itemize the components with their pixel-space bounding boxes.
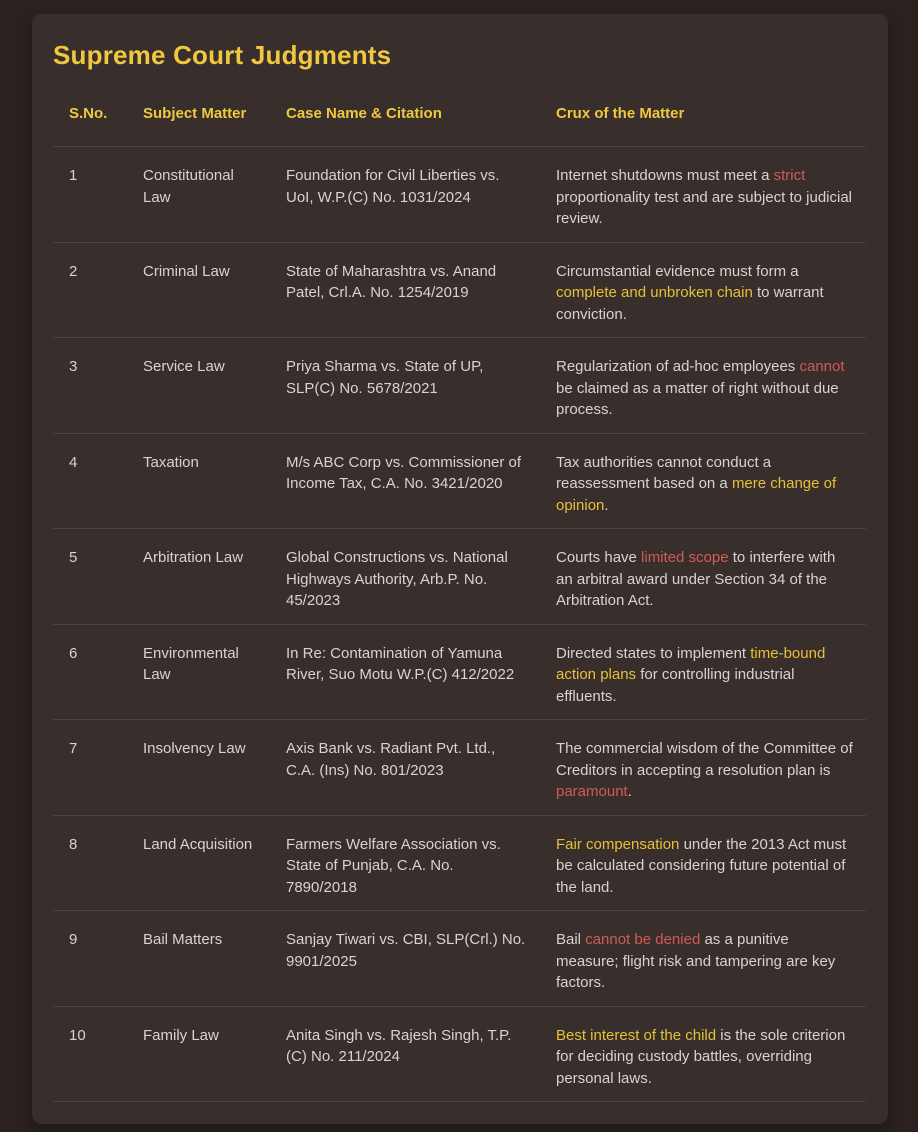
crux-segment: cannot be denied (585, 931, 701, 948)
judgments-card (32, 14, 888, 1124)
cell-case-citation: Global Constructions vs. National Highways Authority, Arb.P. No. 45/2023 (270, 529, 540, 625)
crux-segment: paramount (556, 783, 628, 800)
table-row (53, 624, 866, 720)
cell-subject-matter: Environmental Law (127, 624, 270, 720)
cell-subject-matter: Family Law (127, 1006, 270, 1102)
crux-segment: to warrant conviction. (556, 284, 824, 323)
crux-segment: The commercial wisdom of the Committee of Creditors in accepting a resolution plan is (556, 740, 853, 779)
table-row (53, 433, 866, 529)
table-row (53, 815, 866, 911)
crux-segment: Courts have (556, 549, 642, 566)
crux-segment: to interfere with an arbitral award under Section 34 of the Arbitration Act. (556, 549, 836, 609)
table-row (53, 338, 866, 434)
cell-serial-number: 7 (53, 720, 127, 816)
cell-crux (540, 815, 866, 911)
cell-crux (540, 529, 866, 625)
cell-serial-number: 8 (53, 815, 127, 911)
cell-subject-matter: Criminal Law (127, 242, 270, 338)
crux-segment: is the sole criterion for deciding custody battles, overriding personal laws. (556, 1026, 846, 1087)
cell-subject-matter: Land Acquisition (127, 815, 270, 911)
judgments-table (53, 105, 866, 1102)
cell-subject-matter: Insolvency Law (127, 720, 270, 816)
cell-crux (540, 911, 866, 1007)
crux-segment: for controlling industrial effluents. (556, 666, 795, 705)
cell-case-citation: Axis Bank vs. Radiant Pvt. Ltd., C.A. (Ins) No. 801/2023 (270, 720, 540, 816)
cell-serial-number: 6 (53, 624, 127, 720)
cell-serial-number: 4 (53, 433, 127, 529)
table-row (53, 1006, 866, 1102)
table-row (53, 529, 866, 625)
crux-segment: Fair compensation (556, 835, 680, 853)
header-sno: S.No. (69, 105, 108, 122)
crux-segment: limited scope (641, 549, 729, 566)
cell-subject-matter: Taxation (127, 433, 270, 529)
crux-segment: . (627, 783, 632, 800)
cell-case-citation: In Re: Contamination of Yamuna River, Suo Motu W.P.(C) 412/2022 (270, 624, 540, 720)
cell-case-citation: Anita Singh vs. Rajesh Singh, T.P.(C) No. 211/2024 (270, 1006, 540, 1102)
page-title: Supreme Court Judgments (53, 40, 392, 70)
cell-case-citation: Farmers Welfare Association vs. State of Punjab, C.A. No. 7890/2018 (270, 815, 540, 911)
cell-crux (540, 147, 866, 243)
cell-serial-number: 3 (53, 338, 127, 434)
crux-segment: proportionality test and are subject to judicial review. (556, 188, 853, 227)
cell-crux (540, 624, 866, 720)
table-row (53, 911, 866, 1007)
header-case-name-citation: Case Name & Citation (286, 105, 442, 122)
crux-segment: Bail (556, 931, 586, 948)
crux-segment: under the 2013 Act must be calculated considering future potential of the land. (556, 835, 847, 896)
cell-subject-matter: Bail Matters (127, 911, 270, 1007)
header-subject-matter: Subject Matter (143, 105, 247, 122)
table-row (53, 147, 866, 243)
cell-crux (540, 338, 866, 434)
header-crux: Crux of the Matter (556, 105, 685, 122)
crux-segment: Best interest of the child (556, 1026, 717, 1044)
cell-subject-matter: Service Law (127, 338, 270, 434)
table-row (53, 242, 866, 338)
cell-crux (540, 720, 866, 816)
crux-segment: as a punitive measure; flight risk and tampering are key factors. (556, 931, 836, 991)
crux-segment: Directed states to implement (556, 644, 751, 662)
crux-segment: cannot (799, 358, 845, 375)
cell-crux (540, 433, 866, 529)
cell-subject-matter: Arbitration Law (127, 529, 270, 625)
crux-segment: . (604, 496, 609, 514)
crux-segment: Internet shutdowns must meet a (556, 167, 774, 184)
table-header-row (53, 105, 866, 147)
crux-segment: strict (773, 167, 806, 184)
cell-case-citation: Priya Sharma vs. State of UP, SLP(C) No. 5678/2021 (270, 338, 540, 434)
cell-case-citation: Sanjay Tiwari vs. CBI, SLP(Crl.) No. 9901/2025 (270, 911, 540, 1007)
crux-segment: complete and unbroken chain (556, 284, 753, 301)
cell-serial-number: 2 (53, 242, 127, 338)
cell-case-citation: M/s ABC Corp vs. Commissioner of Income Tax, C.A. No. 3421/2020 (270, 433, 540, 529)
table-row (53, 720, 866, 816)
cell-subject-matter: Constitutional Law (127, 147, 270, 243)
cell-serial-number: 10 (53, 1006, 127, 1102)
crux-segment: time-bound action plans (556, 644, 826, 683)
crux-segment: Circumstantial evidence must form a (556, 262, 799, 280)
cell-serial-number: 1 (53, 147, 127, 243)
cell-crux (540, 242, 866, 338)
crux-segment: Tax authorities cannot conduct a reassessment based on a (556, 453, 772, 492)
cell-serial-number: 9 (53, 911, 127, 1007)
crux-segment: be claimed as a matter of right without due process. (556, 379, 839, 418)
cell-serial-number: 5 (53, 529, 127, 625)
crux-segment: mere change of opinion (556, 475, 837, 514)
cell-crux (540, 1006, 866, 1102)
crux-segment: Regularization of ad-hoc employees (556, 358, 800, 375)
cell-case-citation: State of Maharashtra vs. Anand Patel, Crl.A. No. 1254/2019 (270, 242, 540, 338)
cell-case-citation: Foundation for Civil Liberties vs. UoI, W.P.(C) No. 1031/2024 (270, 147, 540, 243)
